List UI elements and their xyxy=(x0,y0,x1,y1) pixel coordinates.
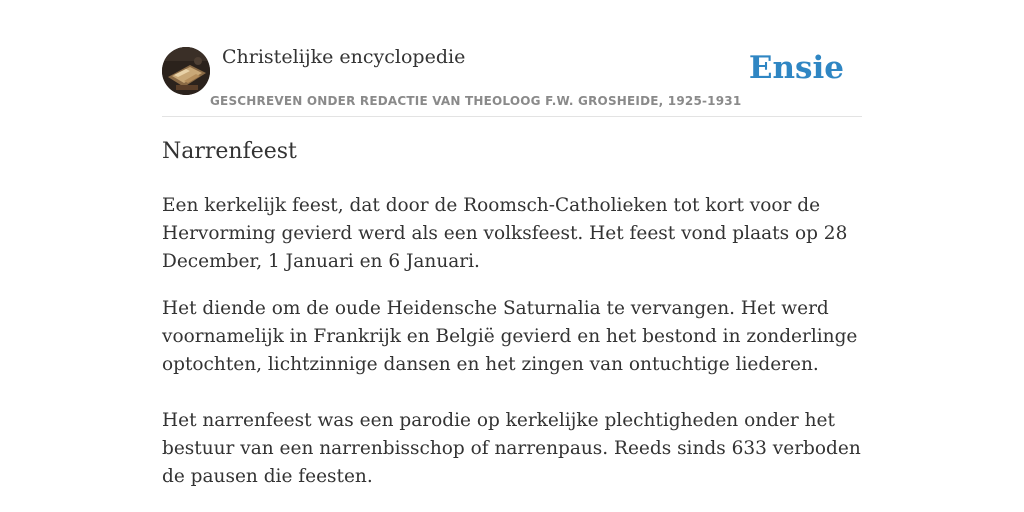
article-paragraph: Een kerkelijk feest, dat door de Roomsch-Catholieken tot kort voor de Hervorming gevierd werd als een volksfeest. Het feest vond plaats op 28 December, 1 Januari en 6 Januari. xyxy=(162,195,848,272)
article-paragraph: Het diende om de oude Heidensche Saturnalia te vervangen. Het werd voornamelijk in Frankrijk en België gevierd en het bestond in zonderlinge optochten, lichtzinnige dansen en het zingen van ontuchtige liederen. xyxy=(162,298,858,375)
ensie-logo-link[interactable]: Ensie xyxy=(748,50,844,86)
encyclopedia-avatar-icon[interactable] xyxy=(162,47,210,95)
site-header xyxy=(162,44,862,117)
article-title: Narrenfeest xyxy=(162,139,297,164)
site-subtitle: GESCHREVEN ONDER REDACTIE VAN THEOLOOG F.W. GROSHEIDE, 1925-1931 xyxy=(210,94,742,108)
article-paragraph: Het narrenfeest was een parodie op kerkelijke plechtigheden onder het bestuur van een narrenbisschop of narrenpaus. Reeds sinds 633 verboden de pausen die feesten. xyxy=(162,410,861,487)
site-title[interactable]: Christelijke encyclopedie xyxy=(222,46,466,68)
